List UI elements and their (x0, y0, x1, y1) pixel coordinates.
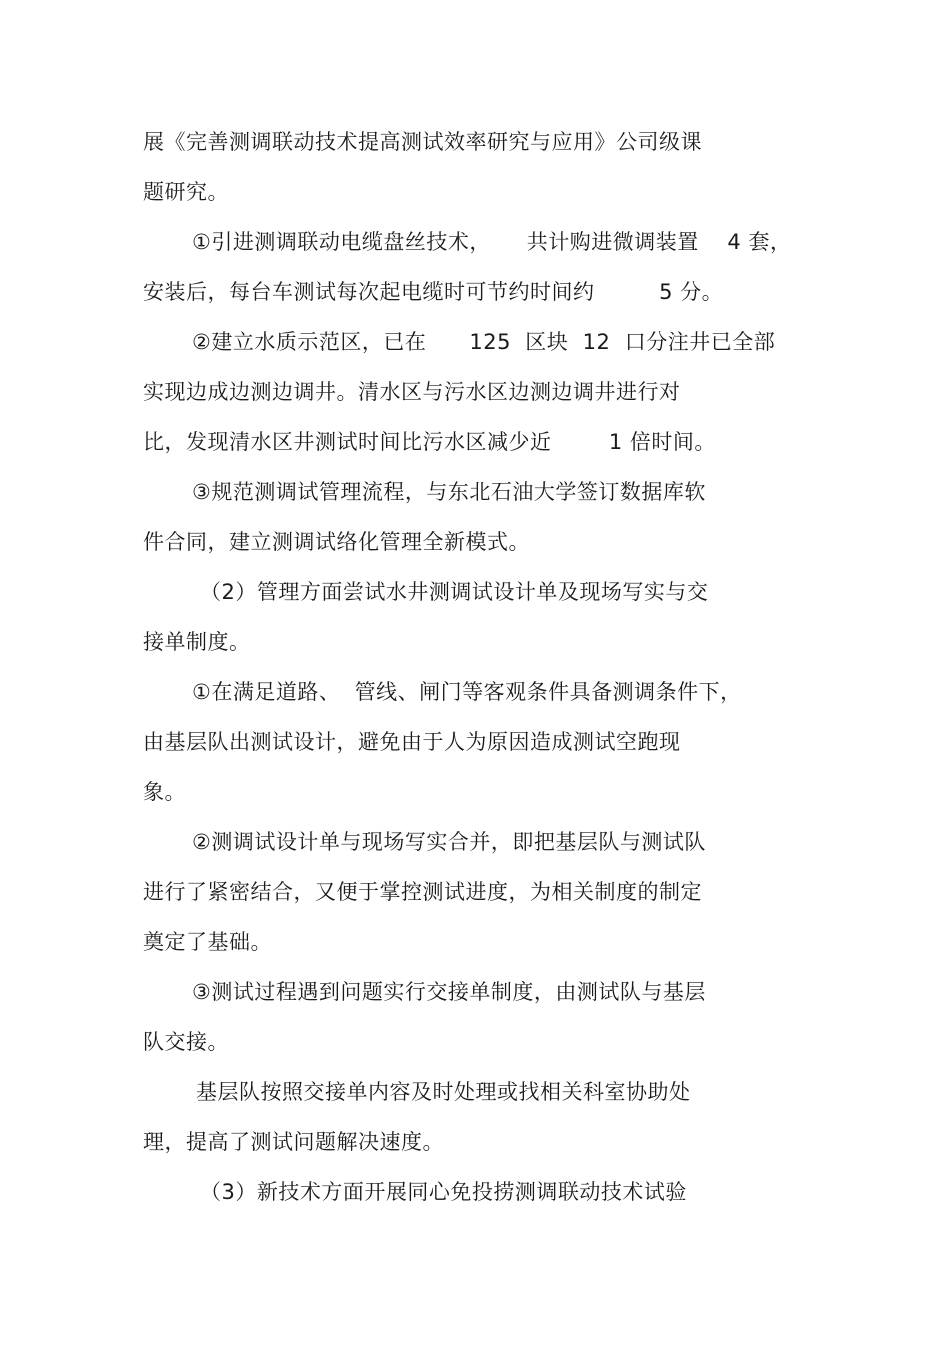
text-line: 由基层队出测试设计，避免由于人为原因造成测试空跑现 (143, 730, 681, 754)
text-line: 基层队按照交接单内容及时处理或找相关科室协助处 (196, 1080, 691, 1104)
text-line: ②测调试设计单与现场写实合并，即把基层队与测试队 (192, 830, 706, 854)
text-line: （2）管理方面尝试水井测调试设计单及现场写实与交 (200, 580, 709, 604)
text-line: 理，提高了测试问题解决速度。 (143, 1130, 444, 1154)
text-line: ③规范测调试管理流程，与东北石油大学签订数据库软 (192, 480, 706, 504)
text-line: 进行了紧密结合，又便于掌控测试进度，为相关制度的制定 (143, 880, 702, 904)
text-line: 奠定了基础。 (143, 930, 272, 954)
text-line: 安装后，每台车测试每次起电缆时可节约时间约 5 分。 (143, 280, 724, 304)
text-line: 件合同，建立测调试络化管理全新模式。 (143, 530, 530, 554)
text-line: 实现边成边测边调井。清水区与污水区边测边调井进行对 (143, 380, 681, 404)
text-line: 比，发现清水区井测试时间比污水区减少近 1 倍时间。 (143, 430, 716, 454)
text-line: ③测试过程遇到问题实行交接单制度，由测试队与基层 (192, 980, 706, 1004)
text-line: 展《完善测调联动技术提高测试效率研究与应用》公司级课 (143, 130, 702, 154)
text-line: 队交接。 (143, 1030, 229, 1054)
text-line: （3）新技术方面开展同心免投捞测调联动技术试验 (200, 1180, 687, 1204)
text-line: 题研究。 (143, 180, 229, 204)
text-line: ①在满足道路、 管线、闸门等客观条件具备测调条件下， (192, 680, 742, 704)
text-line: ②建立水质示范区，已在 125 区块 12 口分注井已全部 (192, 330, 776, 354)
text-line: ①引进测调联动电缆盘丝技术， 共计购进微调装置 4 套， (192, 230, 792, 254)
text-line: 象。 (143, 780, 186, 804)
text-line: 接单制度。 (143, 630, 251, 654)
